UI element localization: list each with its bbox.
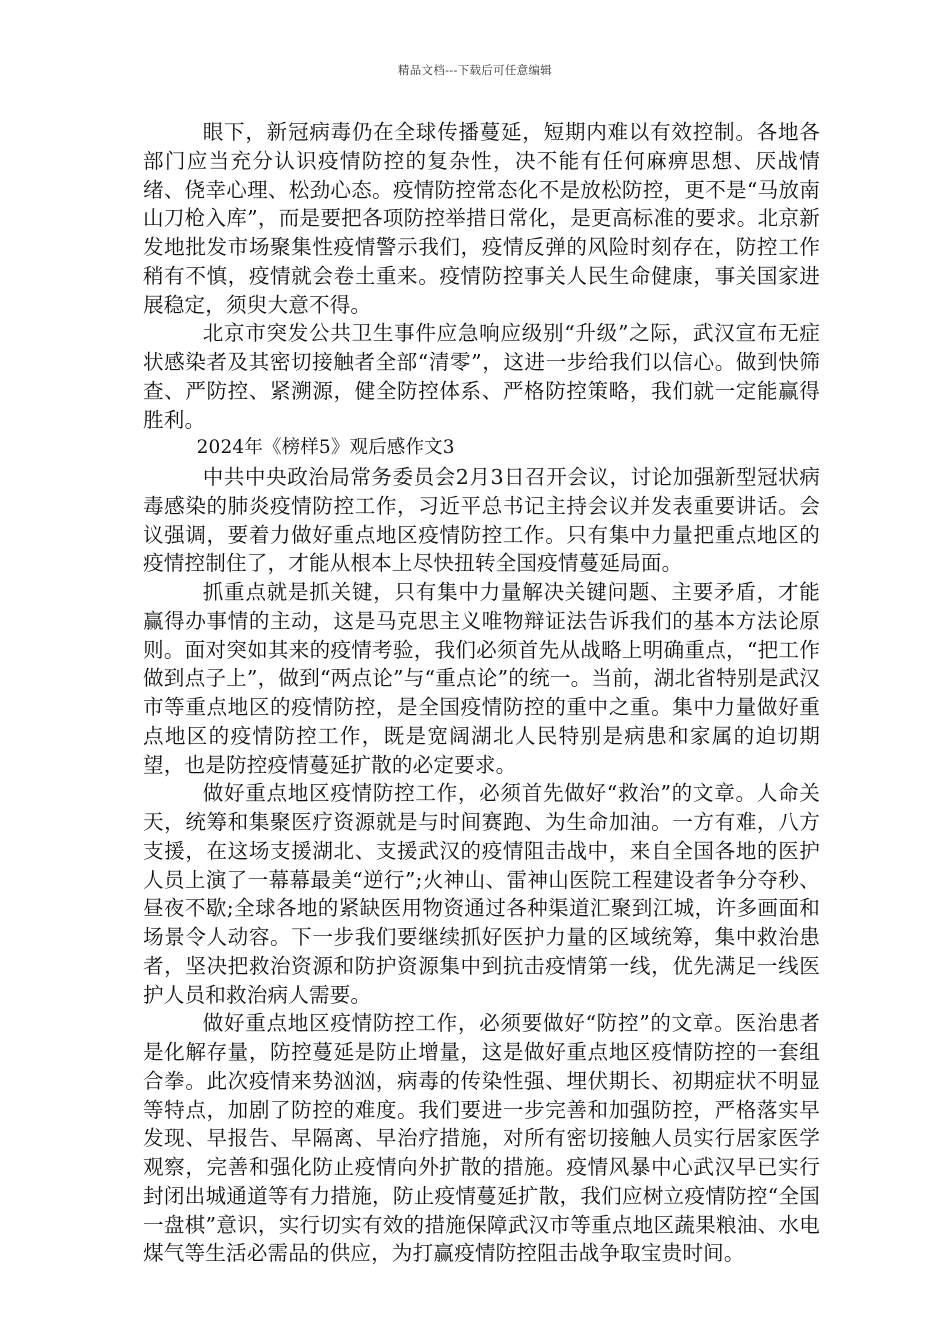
section-heading: 2024年《榜样5》观后感作文3 xyxy=(196,437,455,459)
body-paragraph: 做好重点地区疫情防控工作，必须首先做好“救治”的文章。人命关天，统筹和集聚医疗资源就是与时间赛跑、为生命加油。一方有难，八方支援，在这场支援湖北、支援武汉的疫情阻击战中，来自全国各地的医护人员上演了一幕幕最美“逆行”;火神山、雷神山医院工程建设者争分夺秒、昼夜不歇;全球各地的紧缺医用物资通过各种渠道汇聚到江城，许多画面和场景令人动容。下一步我们要继续抓好医护力量的区域统筹，集中救治患者，坚决把救治资源和防护资源集中到抗击疫情第一线，优先满足一线医护人员和救治病人需要。 xyxy=(143,781,820,1007)
body-paragraph: 北京市突发公共卫生事件应急响应级别“升级”之际，武汉宣布无症状感染者及其密切接触者全部“清零”，这进一步给我们以信心。做到快筛查、严防控、紧溯源，健全防控体系、严格防控策略，我们就一定能赢得胜利。 xyxy=(143,321,820,432)
body-paragraph: 做好重点地区疫情防控工作，必须要做好“防控”的文章。医治患者是化解存量，防控蔓延是防止增量，这是做好重点地区疫情防控的一套组合拳。此次疫情来势汹汹，病毒的传染性强、埋伏期长、初期症状不明显等特点，加剧了防控的难度。我们要进一步完善和加强防控，严格落实早发现、早报告、早隔离、早治疗措施，对所有密切接触人员实行居家医学观察，完善和强化防止疫情向外扩散的措施。疫情风暴中心武汉早已实行封闭出城通道等有力措施，防止疫情蔓延扩散，我们应树立疫情防控“全国一盘棋”意识，实行切实有效的措施保障武汉市等重点地区蔬果粮油、水电煤气等生活必需品的供应，为打赢疫情防控阻击战争取宝贵时间。 xyxy=(143,1011,820,1266)
document-body xyxy=(143,118,820,1268)
body-paragraph: 眼下，新冠病毒仍在全球传播蔓延，短期内难以有效控制。各地各部门应当充分认识疫情防控的复杂性，决不能有任何麻痹思想、厌战情绪、侥幸心理、松劲心态。疫情防控常态化不是放松防控，更不是“马放南山刀枪入库”，而是要把各项防控举措日常化，是更高标准的要求。北京新发地批发市场聚集性疫情警示我们，疫情反弹的风险时刻存在，防控工作稍有不慎，疫情就会卷土重来。疫情防控事关人民生命健康，事关国家进展稳定，须臾大意不得。 xyxy=(143,120,820,317)
body-paragraph: 抓重点就是抓关键，只有集中力量解决关键问题、主要矛盾，才能赢得办事情的主动，这是马克思主义唯物辩证法告诉我们的基本方法论原则。面对突如其来的疫情考验，我们必须首先从战略上明确重点，“把工作做到点子上”，做到“两点论”与“重点论”的统一。当前，湖北省特别是武汉市等重点地区的疫情防控，是全国疫情防控的重中之重。集中力量做好重点地区的疫情防控工作，既是宽阔湖北人民特别是病患和家属的迫切期望，也是防控疫情蔓延扩散的必定要求。 xyxy=(143,580,820,777)
body-paragraph: 中共中央政治局常务委员会2月3日召开会议，讨论加强新型冠状病毒感染的肺炎疫情防控工作，习近平总书记主持会议并发表重要讲话。会议强调，要着力做好重点地区疫情防控工作。只有集中力量把重点地区的疫情控制住了，才能从根本上尽快扭转全国疫情蔓延局面。 xyxy=(143,465,820,576)
page-header: 精品文档---下载后可任意编辑 xyxy=(397,63,553,77)
